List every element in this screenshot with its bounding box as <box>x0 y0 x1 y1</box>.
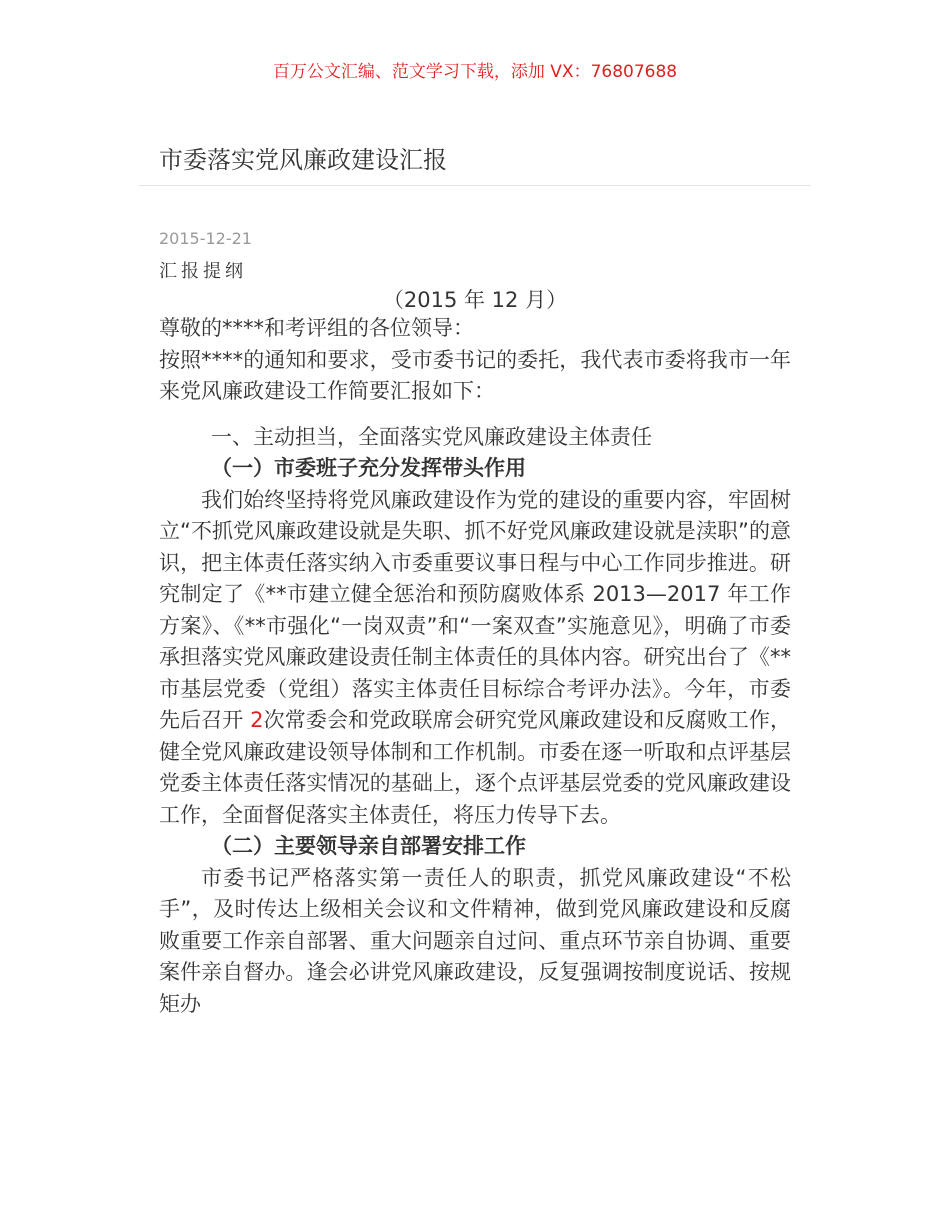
meeting-count: 2 <box>250 708 264 732</box>
title-divider <box>139 185 811 186</box>
paragraph-2: 市委书记严格落实第一责任人的职责，抓党风廉政建设“不松手”，及时传达上级相关会议和文件精神，做到党风廉政建设和反腐败重要工作亲自部署、重大问题亲自过问、重点环节亲自协调、重要案件亲自督办。逢会必讲党风廉政建设，反复强调按制度说话、按规矩办 <box>159 865 791 1016</box>
paragraph-1-part-b: 次常委会和党政联席会研究党风廉政建设和反腐败工作，健全党风廉政建设领导体制和工作机制。市委在逐一听取和点评基层党委主体责任落实情况的基础上，逐个点评基层党委的党风廉政建设工作，全面督促落实主体责任，将压力传导下去。 <box>159 708 791 827</box>
paragraph-1-part-a: 我们始终坚持将党风廉政建设作为党的建设的重要内容，牢固树立“不抓党风廉政建设就是失职、抓不好党风廉政建设就是渎职”的意识，把主体责任落实纳入市委重要议事日程与中心工作同步推进。研究制定了《**市建立健全惩治和预防腐败体系 2013—2017 年工作方案》、《**市强化“一岗双责”和“一案双查”实施意见》，明确了市委承担落实党风廉政建设责任制主体责任的具体内容。研究出台了《**市基层党委（党组）落实主体责任目标综合考评办法》。今年，市委先后召开 <box>159 487 791 732</box>
page-title: 市委落实党风廉政建设汇报 <box>159 146 447 174</box>
subsection-heading-2: （二）主要领导亲自部署安排工作 <box>211 834 526 858</box>
paragraph-1 <box>159 485 791 832</box>
greeting: 尊敬的****和考评组的各位领导： <box>159 316 474 340</box>
subsection-heading-1: （一）市委班子充分发挥带头作用 <box>211 456 526 480</box>
watermark-banner: 百万公文汇编、范文学习下载，添加 VX：76807688 <box>272 62 678 82</box>
outline-label: 汇报提纲 <box>159 261 247 282</box>
report-date: （2015 年 12 月） <box>382 288 568 312</box>
publish-date: 2015-12-21 <box>159 229 252 248</box>
section-heading-1: 一、主动担当，全面落实党风廉政建设主体责任 <box>211 424 652 449</box>
document-body <box>159 313 791 1020</box>
intro-paragraph: 按照****的通知和要求，受市委书记的委托，我代表市委将我市一年来党风廉政建设工作简要汇报如下： <box>159 347 791 403</box>
